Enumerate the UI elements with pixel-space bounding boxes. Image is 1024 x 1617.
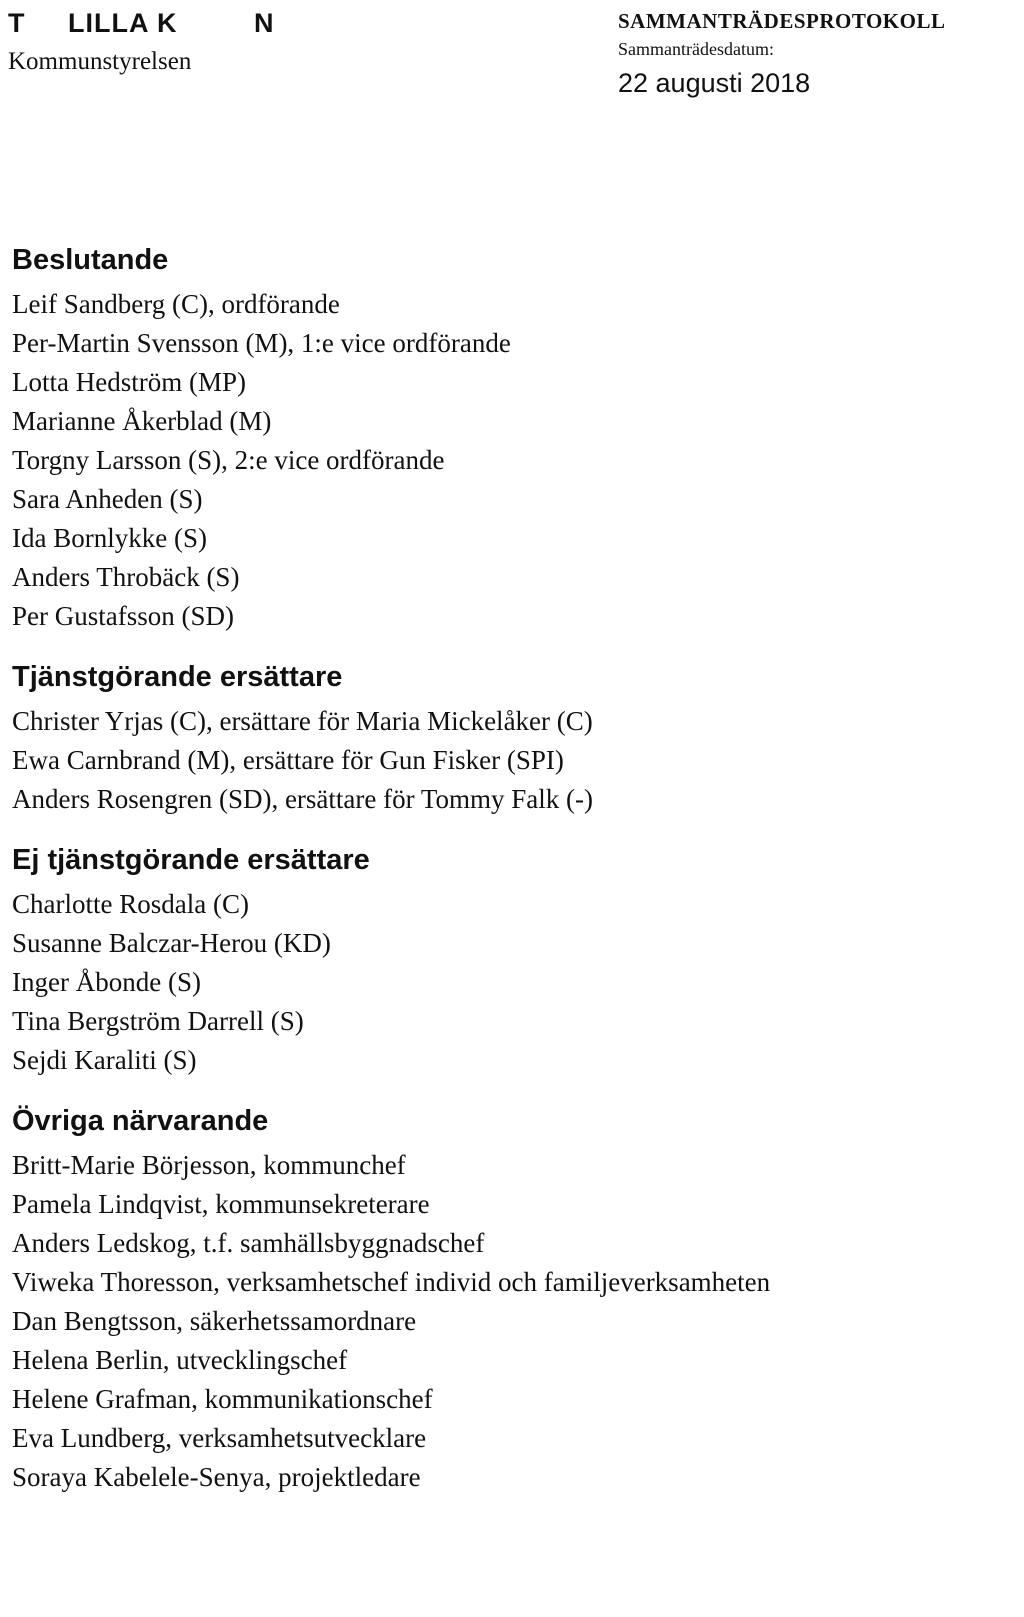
attendee-entry: Per-Martin Svensson (M), 1:e vice ordförande <box>12 328 511 358</box>
meeting-date: 22 augusti 2018 <box>618 68 811 98</box>
section-heading: Ej tjänstgörande ersättare <box>12 844 370 876</box>
attendee-entry: Pamela Lindqvist, kommunsekreterare <box>12 1189 430 1219</box>
section-heading: Beslutande <box>12 244 169 276</box>
attendee-entry: Ewa Carnbrand (M), ersättare för Gun Fisker (SPI) <box>12 745 564 775</box>
section-items <box>12 885 1014 1080</box>
section-ovriga-narvarande <box>12 1096 1014 1497</box>
attendee-entry: Inger Åbonde (S) <box>12 967 201 997</box>
attendee-entry: Torgny Larsson (S), 2:e vice ordförande <box>12 445 445 475</box>
attendee-entry: Dan Bengtsson, säkerhetssamordnare <box>12 1306 417 1336</box>
section-beslutande <box>12 235 1014 636</box>
section-items <box>12 1146 1014 1497</box>
section-items <box>12 285 1014 636</box>
section-heading: Övriga närvarande <box>12 1105 269 1137</box>
section-items <box>12 702 1014 819</box>
attendee-entry: Viweka Thoresson, verksamhetschef individ och familjeverksamheten <box>12 1267 771 1297</box>
attendee-entry: Tina Bergström Darrell (S) <box>12 1006 304 1036</box>
meeting-date-label: Sammanträdesdatum: <box>618 39 774 59</box>
attendee-entry: Helena Berlin, utvecklingschef <box>12 1345 348 1375</box>
attendee-entry: Susanne Balczar-Herou (KD) <box>12 928 331 958</box>
attendee-entry: Lotta Hedström (MP) <box>12 367 246 397</box>
attendee-entry: Leif Sandberg (C), ordförande <box>12 289 340 319</box>
section-ej-tjanstgorande-ersattare <box>12 835 1014 1080</box>
header-right <box>618 8 945 100</box>
attendee-entry: Anders Ledskog, t.f. samhällsbyggnadschef <box>12 1228 485 1258</box>
attendee-entry: Helene Grafman, kommunikationschef <box>12 1384 433 1414</box>
organization-body: Kommunstyrelsen <box>8 48 192 75</box>
attendee-entry: Britt-Marie Börjesson, kommunchef <box>12 1150 406 1180</box>
attendee-entry: Charlotte Rosdala (C) <box>12 889 249 919</box>
attendee-entry: Christer Yrjas (C), ersättare för Maria Mickelåker (C) <box>12 706 593 736</box>
organization-name: T LILLA K N <box>8 8 275 38</box>
document-type: SAMMANTRÄDESPROTOKOLL <box>618 9 946 33</box>
attendee-entry: Ida Bornlykke (S) <box>12 523 207 553</box>
section-heading: Tjänstgörande ersättare <box>12 661 343 693</box>
attendance-list <box>12 235 1014 1497</box>
attendee-entry: Sejdi Karaliti (S) <box>12 1045 197 1075</box>
attendee-entry: Eva Lundberg, verksamhetsutvecklare <box>12 1423 427 1453</box>
attendee-entry: Anders Throbäck (S) <box>12 562 240 592</box>
attendee-entry: Sara Anheden (S) <box>12 484 203 514</box>
section-tjanstgorande-ersattare <box>12 652 1014 819</box>
attendee-entry: Soraya Kabelele-Senya, projektledare <box>12 1462 421 1492</box>
header-left <box>8 6 275 78</box>
attendee-entry: Per Gustafsson (SD) <box>12 601 234 631</box>
attendee-entry: Marianne Åkerblad (M) <box>12 406 272 436</box>
attendee-entry: Anders Rosengren (SD), ersättare för Tommy Falk (-) <box>12 784 593 814</box>
